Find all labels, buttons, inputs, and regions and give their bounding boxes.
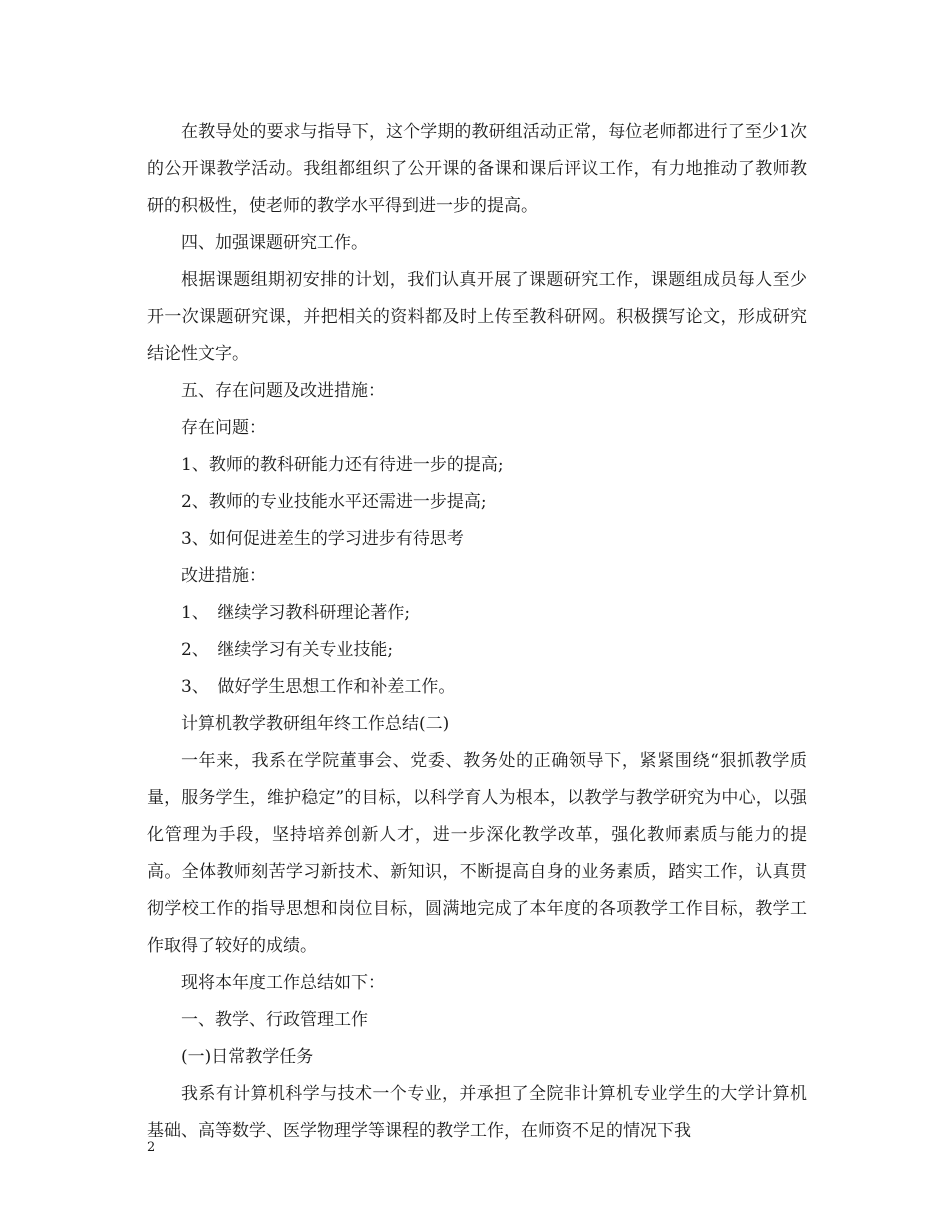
- section-heading: 四、加强课题研究工作。: [181, 233, 368, 253]
- paragraph: 一年来，我系在学院董事会、党委、教务处的正确领导下，紧紧围绕“狠抓教学质量，服务学生，维护稳定”的目标，以科学育人为根本，以教学与教学研究为中心，以强化管理为手段，坚持培养创新人才，进一步深化教学改革，强化教师素质与能力的提高。全体教师刻苦学习新技术、新知识，不断提高自身的业务素质，踏实工作，认真贯彻学校工作的指导思想和岗位目标，圆满地完成了本年度的各项教学工作目标，教学工作取得了较好的成绩。: [147, 751, 807, 956]
- list-item: 2、 继续学习有关专业技能;: [181, 640, 394, 660]
- list-item: 1、 继续学习教科研理论著作;: [181, 603, 411, 623]
- list-item: 2、教师的专业技能水平还需进一步提高;: [181, 492, 487, 512]
- subheading: (一)日常教学任务: [181, 1047, 314, 1067]
- list-item: 1、教师的教科研能力还有待进一步的提高;: [181, 455, 504, 475]
- subheading: 改进措施：: [181, 566, 266, 586]
- paragraph: 根据课题组期初安排的计划，我们认真开展了课题研究工作，课题组成员每人至少开一次课题研究课，并把相关的资料都及时上传至教科研网。积极撰写论文，形成研究结论性文字。: [147, 270, 807, 364]
- list-item: 3、 做好学生思想工作和补差工作。: [181, 677, 456, 697]
- paragraph: 我系有计算机科学与技术一个专业，并承担了全院非计算机专业学生的大学计算机基础、高等数学、医学物理学等课程的教学工作，在师资不足的情况下我: [147, 1084, 807, 1141]
- document-title: 计算机教学教研组年终工作总结(二): [181, 714, 450, 734]
- section-heading: 一、教学、行政管理工作: [181, 1010, 368, 1030]
- document-body: [147, 114, 807, 1150]
- subheading: 存在问题：: [181, 418, 266, 438]
- section-heading: 五、存在问题及改进措施：: [181, 381, 385, 401]
- page-number: 2: [147, 1140, 156, 1155]
- list-item: 3、如何促进差生的学习进步有待思考: [181, 529, 464, 549]
- paragraph: 在教导处的要求与指导下，这个学期的教研组活动正常，每位老师都进行了至少1次的公开课教学活动。我组都组织了公开课的备课和课后评议工作，有力地推动了教师教研的积极性，使老师的教学水平得到进一步的提高。: [147, 122, 807, 216]
- paragraph: 现将本年度工作总结如下：: [181, 973, 385, 993]
